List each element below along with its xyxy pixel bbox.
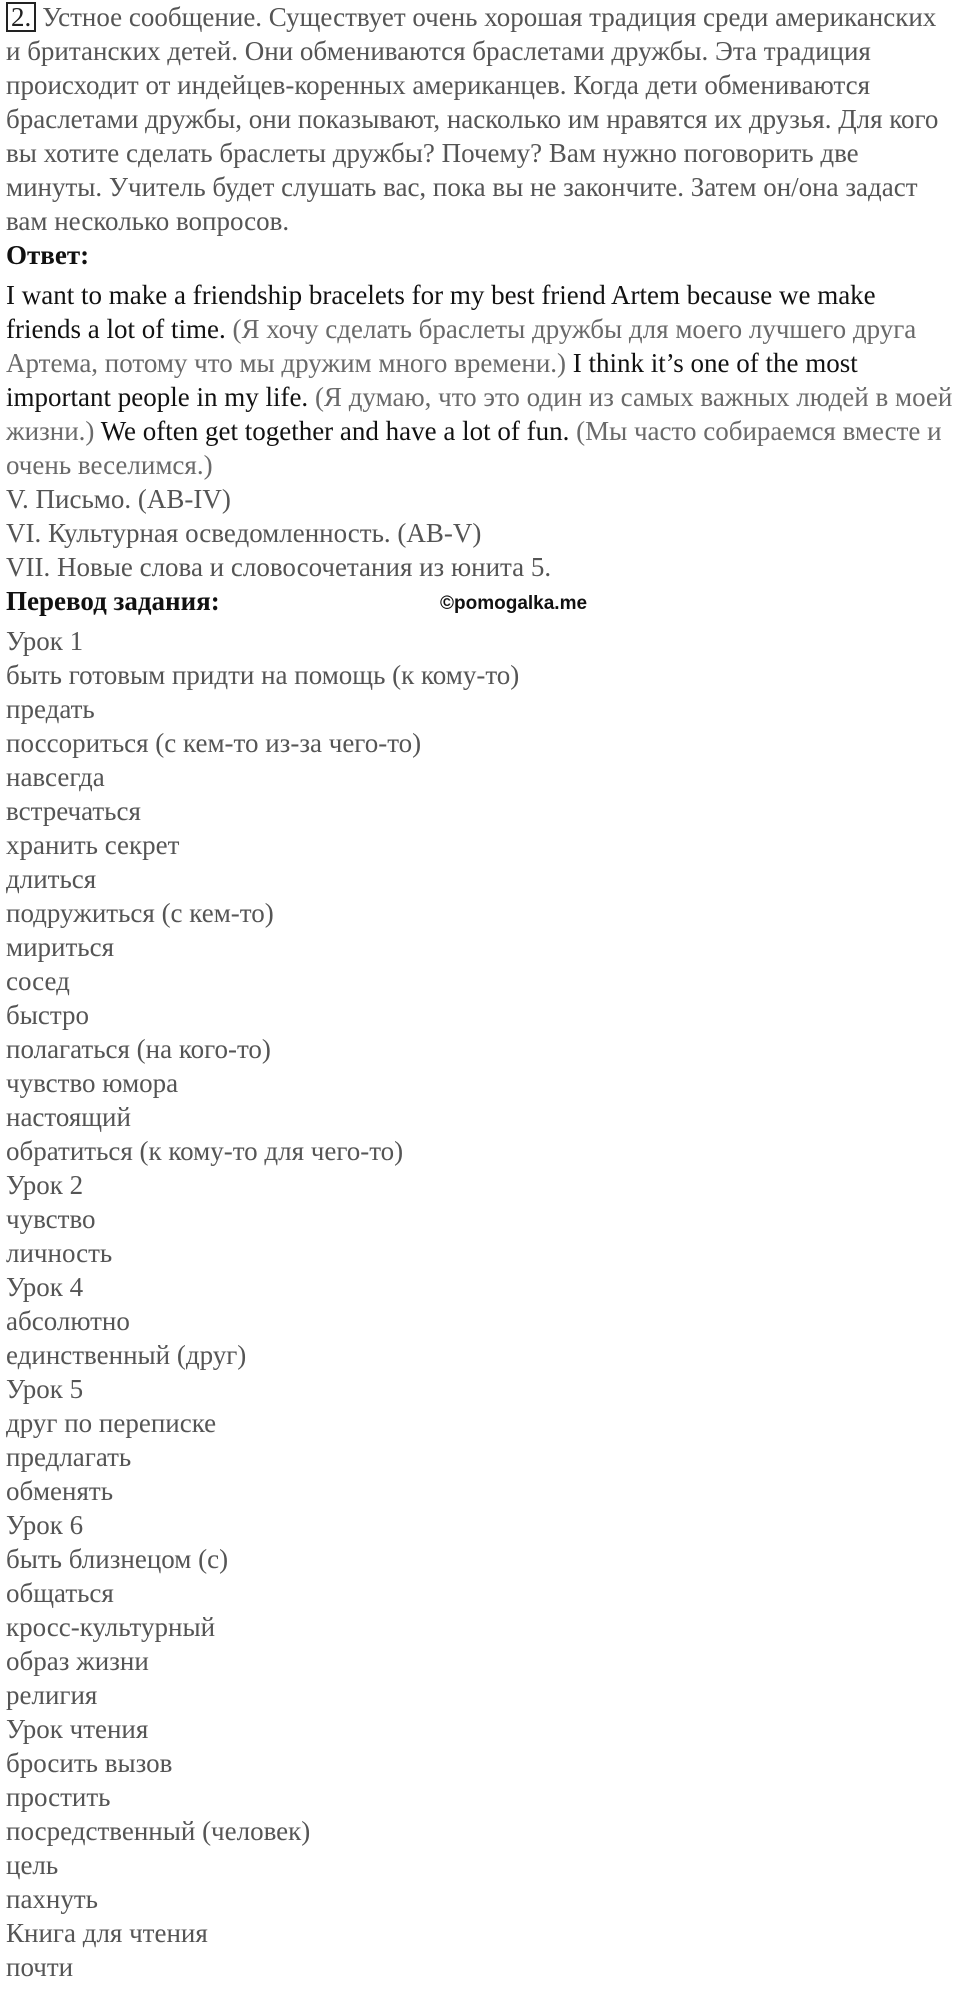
- vocab-item: обменять: [6, 1476, 114, 1506]
- answer-paragraph: [6, 278, 956, 482]
- task-text: Устное сообщение. Существует очень хорошая традиция среди американских и британских детей. Они обмениваются браслетами дружбы. Эта традиция происходит от индейцев-коренных американцев. Когда дети обмениваются браслетами дружбы, они показывают, насколько им нравятся их друзья. Для кого вы хотите сделать браслеты дружбы? Почему? Вам нужно поговорить две минуты. Учитель будет слушать вас, пока вы не закончите. Затем он/она задаст вам несколько вопросов.: [6, 2, 939, 236]
- vocab-item: обратиться (к кому-то для чего-то): [6, 1136, 404, 1166]
- vocab-item: Урок 6: [6, 1510, 84, 1540]
- vocab-item: единственный (друг): [6, 1340, 247, 1370]
- vocab-item: абсолютно: [6, 1306, 130, 1336]
- vocab-item: чувство юмора: [6, 1068, 179, 1098]
- translation-heading: Перевод задания:: [6, 586, 220, 616]
- vocab-item: цель: [6, 1850, 59, 1880]
- vocab-item: подружиться (с кем-то): [6, 898, 274, 928]
- vocab-item: кросс-культурный: [6, 1612, 216, 1642]
- vocab-item: пахнуть: [6, 1884, 98, 1914]
- section-cultural-awareness: VI. Культурная осведомленность. (AB-V): [6, 518, 482, 548]
- vocab-item: Книга для чтения: [6, 1918, 208, 1948]
- vocab-item: сосед: [6, 966, 70, 996]
- vocab-item: личность: [6, 1238, 113, 1268]
- vocab-item: посредственный (человек): [6, 1816, 311, 1846]
- vocab-item: Урок чтения: [6, 1714, 149, 1744]
- vocab-item: бросить вызов: [6, 1748, 173, 1778]
- document-page: [6, 0, 956, 1984]
- vocab-item: полагаться (на кого-то): [6, 1034, 271, 1064]
- answer-heading: Ответ:: [6, 240, 90, 270]
- task-paragraph: [6, 0, 956, 238]
- vocab-item: почти: [6, 1952, 74, 1982]
- vocab-item: Урок 5: [6, 1374, 84, 1404]
- answer-english-2: I think it’s one of the most important people in my life.: [6, 348, 858, 412]
- vocab-item: предать: [6, 694, 95, 724]
- vocab-item: быть готовым придти на помощь (к кому-то): [6, 660, 520, 690]
- answer-russian-2: (Я думаю, что это один из самых важных людей в моей жизни.): [6, 382, 953, 446]
- answer-english-1: I want to make a friendship bracelets for my best friend Artem because we make friends a lot of time.: [6, 280, 876, 344]
- vocab-item: Урок 2: [6, 1170, 84, 1200]
- watermark: ©pomogalka.me: [440, 593, 588, 614]
- vocab-item: поссориться (с кем-то из-за чего-то): [6, 728, 422, 758]
- vocab-item: встречаться: [6, 796, 141, 826]
- translation-header-row: [6, 584, 956, 624]
- vocab-item: мириться: [6, 932, 114, 962]
- vocab-list: [6, 624, 956, 1984]
- vocab-item: быть близнецом (с): [6, 1544, 229, 1574]
- answer-english-3: We often get together and have a lot of fun.: [100, 416, 570, 446]
- vocab-item: настоящий: [6, 1102, 131, 1132]
- section-new-words: VII. Новые слова и словосочетания из юнита 5.: [6, 552, 552, 582]
- section-writing: V. Письмо. (AB-IV): [6, 484, 231, 514]
- vocab-item: друг по переписке: [6, 1408, 217, 1438]
- answer-russian-3: (Мы часто собираемся вместе и очень веселимся.): [6, 416, 942, 480]
- vocab-item: быстро: [6, 1000, 89, 1030]
- vocab-item: религия: [6, 1680, 98, 1710]
- vocab-item: простить: [6, 1782, 111, 1812]
- vocab-item: длиться: [6, 864, 97, 894]
- task-number-box: 2.: [6, 2, 36, 32]
- answer-russian-1: (Я хочу сделать браслеты дружбы для моего лучшего друга Артема, потому что мы дружим много времени.): [6, 314, 917, 378]
- vocab-item: Урок 1: [6, 626, 84, 656]
- vocab-item: чувство: [6, 1204, 96, 1234]
- vocab-item: образ жизни: [6, 1646, 149, 1676]
- vocab-item: навсегда: [6, 762, 105, 792]
- vocab-item: Урок 4: [6, 1272, 84, 1302]
- vocab-item: предлагать: [6, 1442, 132, 1472]
- vocab-item: хранить секрет: [6, 830, 180, 860]
- vocab-item: общаться: [6, 1578, 114, 1608]
